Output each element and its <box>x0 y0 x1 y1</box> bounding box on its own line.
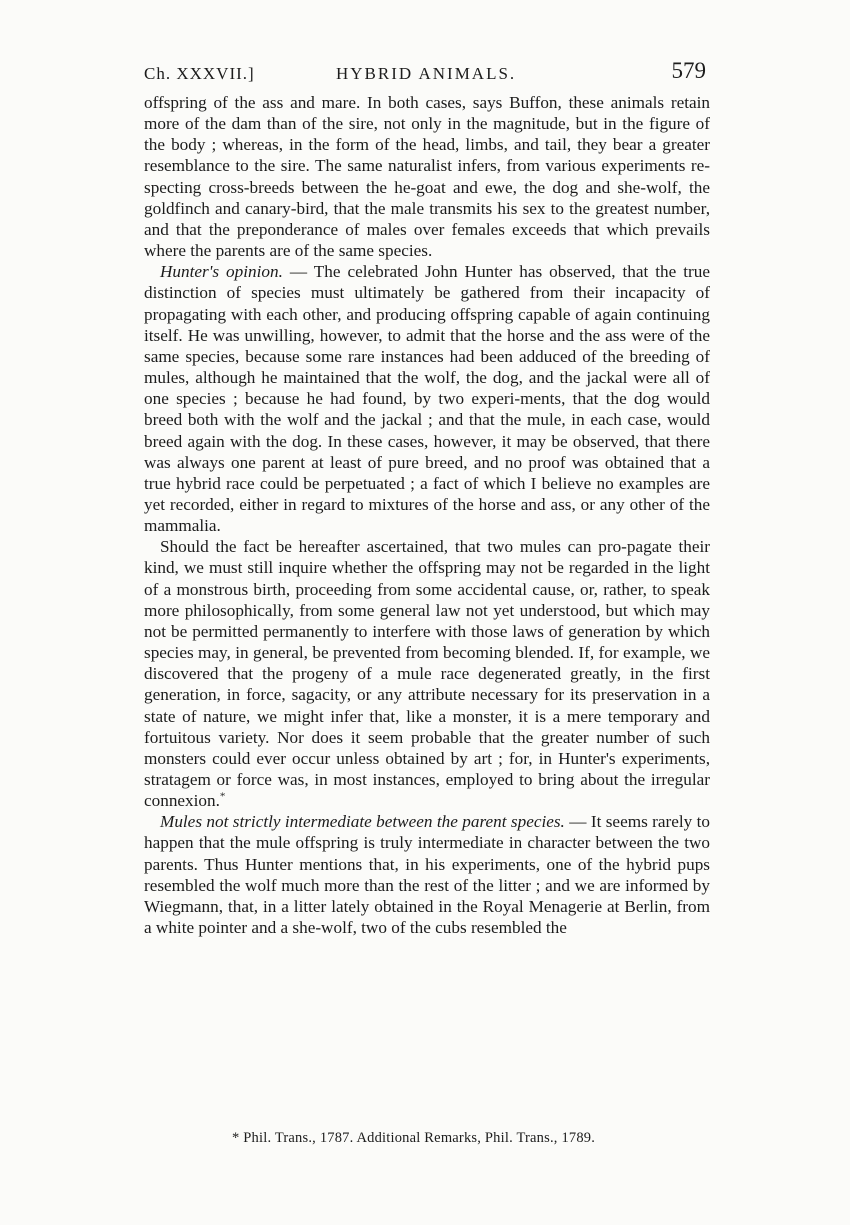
paragraph-2 <box>144 261 710 536</box>
paragraph-1 <box>144 92 710 261</box>
running-head <box>144 58 710 88</box>
paragraph-text: — The celebrated John Hunter has observed, that the true distinction of species must ultimately be gathered from their incapacity of propagating with each other, and producing offspring capable of again continuing itself. He was unwilling, however, to admit that the horse and the ass were of the same species, because some rare instances had been adduced of the breeding of mules, although he maintained that the wolf, the dog, and the jackal were all of one species ; because he had found, by two experi-ments, that the dog would breed both with the wolf and the jackal ; and that the mule, in each case, would breed again with the dog. In these cases, however, it may be observed, that there was always one parent at least of pure breed, and no proof was obtained that a true hybrid race could be perpetuated ; a fact of which I believe no examples are yet recorded, either in regard to mixtures of the horse and ass, or any other of the mammalia. <box>144 262 710 536</box>
paragraph-text: offspring of the ass and mare. In both cases, says Buffon, these animals retain more of the dam than of the sire, not only in the magnitude, but in the figure of the body ; whereas, in the form of the head, limbs, and tail, they bear a greater resemblance to the sire. The same naturalist infers, from various experiments re-specting cross-breeds between the he-goat and ewe, the dog and she-wolf, the goldfinch and canary-bird, that the male transmits his sex to the greatest number, and that the preponderance of males over females exceeds that which prevails where the parents are of the same species. <box>144 93 710 261</box>
footnote: * Phil. Trans., 1787. Additional Remarks, Phil. Trans., 1789. <box>232 1130 596 1146</box>
book-page <box>144 58 710 938</box>
paragraph-text: Should the fact be hereafter ascertained, that two mules can pro-pagate their kind, we must still inquire whether the offspring may not be regarded in the light of a monstrous birth, proceeding from some accidental cause, or, rather, to speak more philosophically, from some general law not yet understood, but which may not be permitted permanently to interfere with those laws of generation by which species may, in general, be prevented from becoming blended. If, for example, we discovered that the progeny of a mule race degenerated greatly, in the first generation, in force, sagacity, or any attribute necessary for its preservation in a state of nature, we might infer that, like a monster, it is a mere temporary and fortuitous variety. Nor does it seem probable that the greater number of such monsters could ever occur unless obtained by art ; for, in Hunter's experiments, stratagem or force was, in most instances, employed to bring about the irregular connexion. <box>144 537 710 811</box>
running-title: HYBRID ANIMALS. <box>336 64 517 83</box>
footnote-mark: * <box>219 790 226 803</box>
paragraph-text: — It seems rarely to happen that the mule offspring is truly intermediate in character between the two parents. Thus Hunter mentions that, in his experiments, one of the hybrid pups resembled the wolf much more than the rest of the litter ; and we are informed by Wiegmann, that, in a litter lately obtained in the Royal Menagerie at Berlin, from a white pointer and a she-wolf, two of the cubs resembled the <box>144 812 710 938</box>
side-heading: Mules not strictly intermediate between the parent species. <box>160 812 565 832</box>
chapter-label: Ch. XXXVII.] <box>144 64 255 83</box>
paragraph-4 <box>144 811 710 938</box>
page-number: 579 <box>671 58 706 83</box>
body-text <box>144 92 710 938</box>
paragraph-3 <box>144 536 710 811</box>
side-heading: Hunter's opinion. <box>160 262 283 282</box>
